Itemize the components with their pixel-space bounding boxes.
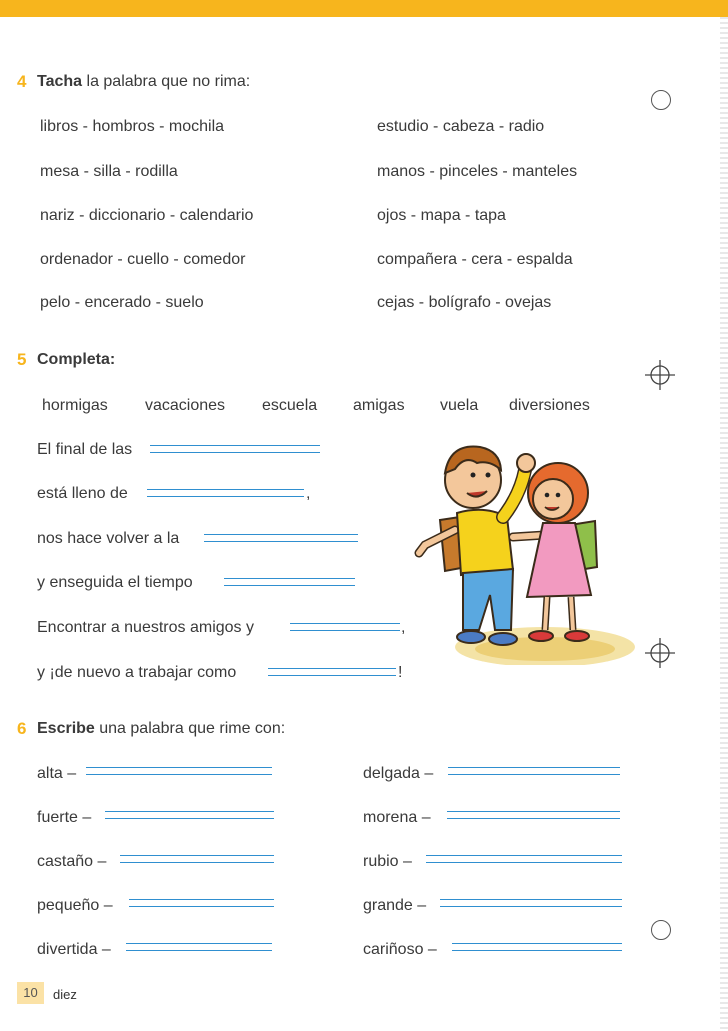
blank-line[interactable] [290,623,400,631]
blank-line[interactable] [204,534,358,542]
word-bank-item: hormigas [42,397,108,414]
word-group[interactable]: libros - hombros - mochila [40,118,225,135]
blank-line[interactable] [426,855,622,863]
blank-line[interactable] [448,767,620,775]
word-group[interactable]: ojos - mapa - tapa [377,207,506,224]
exercise-4-instruction: la palabra que no rima: [82,73,251,90]
answer-circle-4 [651,90,671,110]
sentence-text: está lleno de [37,485,128,502]
word-bank-item: vuela [440,397,479,414]
exercise-4-verb: Tacha [37,73,83,90]
blank-line[interactable] [105,811,274,819]
exercise-6-instruction: una palabra que rime con: [94,720,286,737]
exercise-4-heading [37,73,250,91]
sentence-punctuation: , [401,619,406,636]
blank-line[interactable] [268,668,396,676]
word-group[interactable]: manos - pinceles - manteles [377,163,578,180]
rhyme-prompt: delgada – [363,765,434,782]
page-number: 10 [17,982,44,1004]
rhyme-prompt: divertida – [37,941,111,958]
blank-line[interactable] [120,855,274,863]
exercise-6-heading [37,720,285,738]
word-bank-item: amigas [353,397,405,414]
blank-line[interactable] [126,943,272,951]
registration-mark-icon [645,360,675,390]
word-group[interactable]: pelo - encerado - suelo [40,294,204,311]
page-edge-strip [720,17,728,1031]
page-number-word: diez [53,987,77,1002]
blank-line[interactable] [86,767,272,775]
blank-line[interactable] [150,445,320,453]
sentence-text: El final de las [37,441,133,458]
exercise-5-verb: Completa: [37,351,116,368]
word-bank-item: vacaciones [145,397,226,414]
rhyme-prompt: pequeño – [37,897,113,914]
exercise-6-verb: Escribe [37,720,95,737]
blank-line[interactable] [447,811,620,819]
sentence-text: y enseguida el tiempo [37,574,193,591]
rhyme-prompt: morena – [363,809,431,826]
blank-line[interactable] [224,578,355,586]
exercise-5-heading [37,351,115,369]
word-bank-item: escuela [262,397,318,414]
answer-circle-6 [651,920,671,940]
blank-line[interactable] [129,899,274,907]
word-group[interactable]: mesa - silla - rodilla [40,163,178,180]
sentence-text: nos hace volver a la [37,530,180,547]
word-group[interactable]: nariz - diccionario - calendario [40,207,254,224]
sentence-punctuation: , [306,485,311,502]
sentence-punctuation: ! [398,664,403,681]
word-group[interactable]: ordenador - cuello - comedor [40,251,246,268]
word-group[interactable]: estudio - cabeza - radio [377,118,545,135]
top-color-bar [0,0,728,17]
word-group[interactable]: compañera - cera - espalda [377,251,573,268]
rhyme-prompt: grande – [363,897,427,914]
exercise-5-number: 5 [17,350,27,369]
rhyme-prompt: cariñoso – [363,941,437,958]
rhyme-prompt: castaño – [37,853,107,870]
rhyme-prompt: fuerte – [37,809,92,826]
rhyme-prompt: rubio – [363,853,412,870]
word-group[interactable]: cejas - bolígrafo - ovejas [377,294,552,311]
blank-line[interactable] [147,489,304,497]
sentence-text: Encontrar a nuestros amigos y [37,619,254,636]
blank-line[interactable] [440,899,622,907]
rhyme-prompt: alta – [37,765,77,782]
word-bank-item: diversiones [509,397,590,414]
exercise-6-number: 6 [17,719,27,738]
exercise-4-number: 4 [17,72,27,91]
sentence-text: y ¡de nuevo a trabajar como [37,664,237,681]
children-greeting-illustration [395,425,635,665]
registration-mark-icon [645,638,675,668]
blank-line[interactable] [452,943,622,951]
